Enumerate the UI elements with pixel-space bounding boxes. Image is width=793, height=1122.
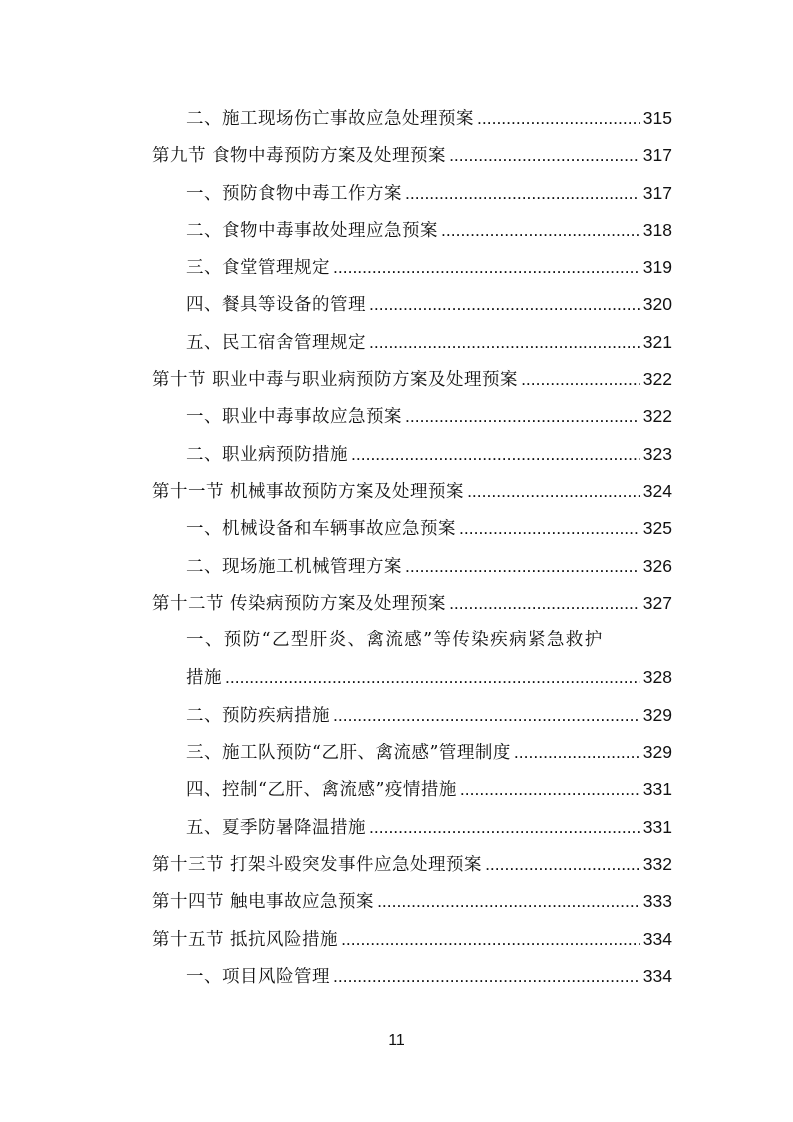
page-number: 11: [388, 1032, 405, 1049]
toc-entry[interactable]: [152, 436, 672, 473]
toc-entry[interactable]: [152, 398, 672, 435]
toc-entry-title: 一、项目风险管理: [186, 966, 330, 987]
toc-entry-title: 第十一节 机械事故预防方案及处理预案: [152, 481, 465, 502]
toc-entry[interactable]: [152, 548, 672, 585]
toc-section-entry[interactable]: [152, 137, 672, 174]
toc-entry-title-line1[interactable]: 一、预防“乙型肝炎、禽流感”等传染疾病紧急救护: [186, 630, 604, 651]
toc-leader-dots: [405, 548, 640, 585]
toc-entry-title: 第十三节 打架斗殴突发事件应急处理预案: [152, 854, 483, 875]
toc-leader-dots: [521, 361, 640, 398]
toc-entry-title: 三、食堂管理规定: [186, 258, 330, 279]
toc-entry-title: 第九节 食物中毒预防方案及处理预案: [152, 146, 447, 167]
toc-entry-title: 第十二节 传染病预防方案及处理预案: [152, 593, 447, 614]
toc-entry[interactable]: [152, 659, 672, 696]
toc-entry-page: 327: [642, 592, 672, 613]
toc-entry-page: 324: [642, 480, 672, 501]
toc-entry-page: 334: [642, 965, 672, 986]
toc-entry[interactable]: [152, 249, 672, 286]
toc-leader-dots: [341, 921, 640, 958]
toc-entry[interactable]: [152, 212, 672, 249]
toc-entry-title: 五、民工宿舍管理规定: [186, 332, 366, 353]
toc-entry-page: 329: [642, 704, 672, 725]
toc-entry-title: 四、餐具等设备的管理: [186, 295, 366, 316]
toc-entry-page: 332: [642, 853, 672, 874]
toc-leader-dots: [460, 771, 640, 808]
toc-entry-title: 第十节 职业中毒与职业病预防方案及处理预案: [152, 370, 519, 391]
toc-leader-dots: [369, 286, 640, 323]
toc-leader-dots: [449, 137, 640, 174]
toc-leader-dots: [477, 100, 640, 137]
toc-entry-page: 317: [642, 145, 672, 166]
toc-entry[interactable]: [152, 510, 672, 547]
toc-entry-title: 四、控制“乙肝、禽流感”疫情措施: [186, 780, 457, 801]
toc-entry[interactable]: [152, 734, 672, 771]
toc-entry-page: 334: [642, 928, 672, 949]
toc-entry-title: 二、食物中毒事故处理应急预案: [186, 220, 438, 241]
toc-entry-title: 五、夏季防暑降温措施: [186, 817, 366, 838]
toc-leader-dots: [514, 734, 640, 771]
toc-entry[interactable]: [152, 697, 672, 734]
toc-leader-dots: [333, 697, 640, 734]
toc-entry-title: 三、施工队预防“乙肝、禽流感”管理制度: [186, 743, 511, 764]
toc-entry-title: 一、预防食物中毒工作方案: [186, 183, 402, 204]
toc-entry[interactable]: [152, 286, 672, 323]
toc-leader-dots: [405, 398, 640, 435]
toc-entry-title: 第十四节 触电事故应急预案: [152, 892, 375, 913]
toc-section-entry[interactable]: [152, 473, 672, 510]
toc-entry-page: 317: [642, 182, 672, 203]
toc-leader-dots: [405, 175, 640, 212]
toc-entry[interactable]: [152, 100, 672, 137]
toc-entry-title: 措施: [186, 668, 222, 689]
toc-leader-dots: [225, 659, 640, 696]
toc-entry-page: 333: [642, 891, 672, 912]
toc-entry[interactable]: [152, 175, 672, 212]
toc-leader-dots: [333, 249, 640, 286]
toc-section-entry[interactable]: [152, 921, 672, 958]
toc-entry-title: 二、预防疾病措施: [186, 705, 330, 726]
toc-leader-dots: [351, 436, 640, 473]
toc-leader-dots: [485, 846, 640, 883]
toc-leader-dots: [333, 958, 640, 995]
toc-entry-page: 326: [642, 555, 672, 576]
toc-leader-dots: [459, 510, 640, 547]
toc-entry-title: 一、职业中毒事故应急预案: [186, 407, 402, 428]
toc-leader-dots: [369, 809, 640, 846]
toc-leader-dots: [449, 585, 640, 622]
toc-entry-page: 328: [642, 667, 672, 688]
toc-entry-title: 一、机械设备和车辆事故应急预案: [186, 519, 456, 540]
toc-leader-dots: [377, 883, 640, 920]
toc-entry-title: 第十五节 抵抗风险措施: [152, 929, 339, 950]
toc-entry-page: 315: [642, 108, 672, 128]
toc-entry-title: 二、现场施工机械管理方案: [186, 556, 402, 577]
toc-section-entry[interactable]: [152, 585, 672, 622]
toc-entry-page: 319: [642, 257, 672, 278]
toc-entry-page: 321: [642, 331, 672, 352]
toc-leader-dots: [467, 473, 640, 510]
toc-entry-page: 329: [642, 742, 672, 763]
table-of-contents: [152, 100, 672, 995]
toc-leader-dots: [369, 324, 640, 361]
toc-entry-page: 322: [642, 369, 672, 390]
toc-entry-page: 320: [642, 294, 672, 315]
toc-entry-title: 二、施工现场伤亡事故应急处理预案: [186, 109, 474, 129]
toc-entry-page: 331: [642, 779, 672, 800]
toc-entry[interactable]: [152, 324, 672, 361]
toc-entry-page: 318: [642, 219, 672, 240]
toc-section-entry[interactable]: [152, 361, 672, 398]
toc-entry[interactable]: [152, 771, 672, 808]
toc-section-entry[interactable]: [152, 846, 672, 883]
toc-section-entry[interactable]: [152, 883, 672, 920]
toc-entry-title: 二、职业病预防措施: [186, 444, 348, 465]
toc-entry-page: 325: [642, 518, 672, 539]
toc-entry-page: 331: [642, 816, 672, 837]
toc-entry-page: 322: [642, 406, 672, 427]
toc-entry-page: 323: [642, 443, 672, 464]
toc-entry[interactable]: [152, 809, 672, 846]
toc-leader-dots: [441, 212, 640, 249]
toc-entry[interactable]: [152, 958, 672, 995]
